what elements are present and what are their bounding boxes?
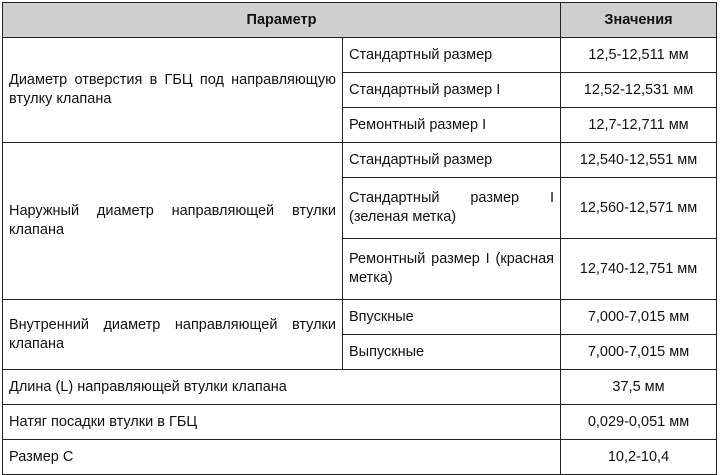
- table-row: [3, 300, 717, 335]
- table-row: [3, 405, 717, 440]
- value-cell: 12,740-12,751 мм: [561, 239, 717, 300]
- param-label: Натяг посадки втулки в ГБЦ: [3, 405, 561, 440]
- value-cell: 0,029-0,051 мм: [561, 405, 717, 440]
- sub-param: Ремонтный размер I: [343, 108, 561, 143]
- value-cell: 7,000-7,015 мм: [561, 335, 717, 370]
- sub-param: Стандартный размер I: [343, 73, 561, 108]
- value-cell: 12,5-12,511 мм: [561, 38, 717, 73]
- param-label: Наружный диаметр направляющей втулки клапана: [3, 143, 343, 300]
- specs-table: [2, 2, 717, 475]
- table-row: [3, 440, 717, 475]
- value-cell: 10,2-10,4: [561, 440, 717, 475]
- param-label: Внутренний диаметр направляющей втулки клапана: [3, 300, 343, 370]
- sub-param: Стандартный размер: [343, 38, 561, 73]
- value-cell: 12,540-12,551 мм: [561, 143, 717, 178]
- value-cell: 12,560-12,571 мм: [561, 178, 717, 239]
- table-row: [3, 38, 717, 73]
- header-param: Параметр: [3, 3, 561, 38]
- param-label: Длина (L) направляющей втулки клапана: [3, 370, 561, 405]
- sub-param: Выпускные: [343, 335, 561, 370]
- table-row: [3, 370, 717, 405]
- sub-param: Впускные: [343, 300, 561, 335]
- header-row: [3, 3, 717, 38]
- sub-param: Стандартный размер I (зеленая метка): [343, 178, 561, 239]
- sub-param: Ремонтный размер I (красная метка): [343, 239, 561, 300]
- param-label: Диаметр отверстия в ГБЦ под направляющую втулку клапана: [3, 38, 343, 143]
- value-cell: 12,7-12,711 мм: [561, 108, 717, 143]
- table-row: [3, 143, 717, 178]
- value-cell: 37,5 мм: [561, 370, 717, 405]
- param-label: Размер С: [3, 440, 561, 475]
- header-values: Значения: [561, 3, 717, 38]
- value-cell: 12,52-12,531 мм: [561, 73, 717, 108]
- value-cell: 7,000-7,015 мм: [561, 300, 717, 335]
- sub-param: Стандартный размер: [343, 143, 561, 178]
